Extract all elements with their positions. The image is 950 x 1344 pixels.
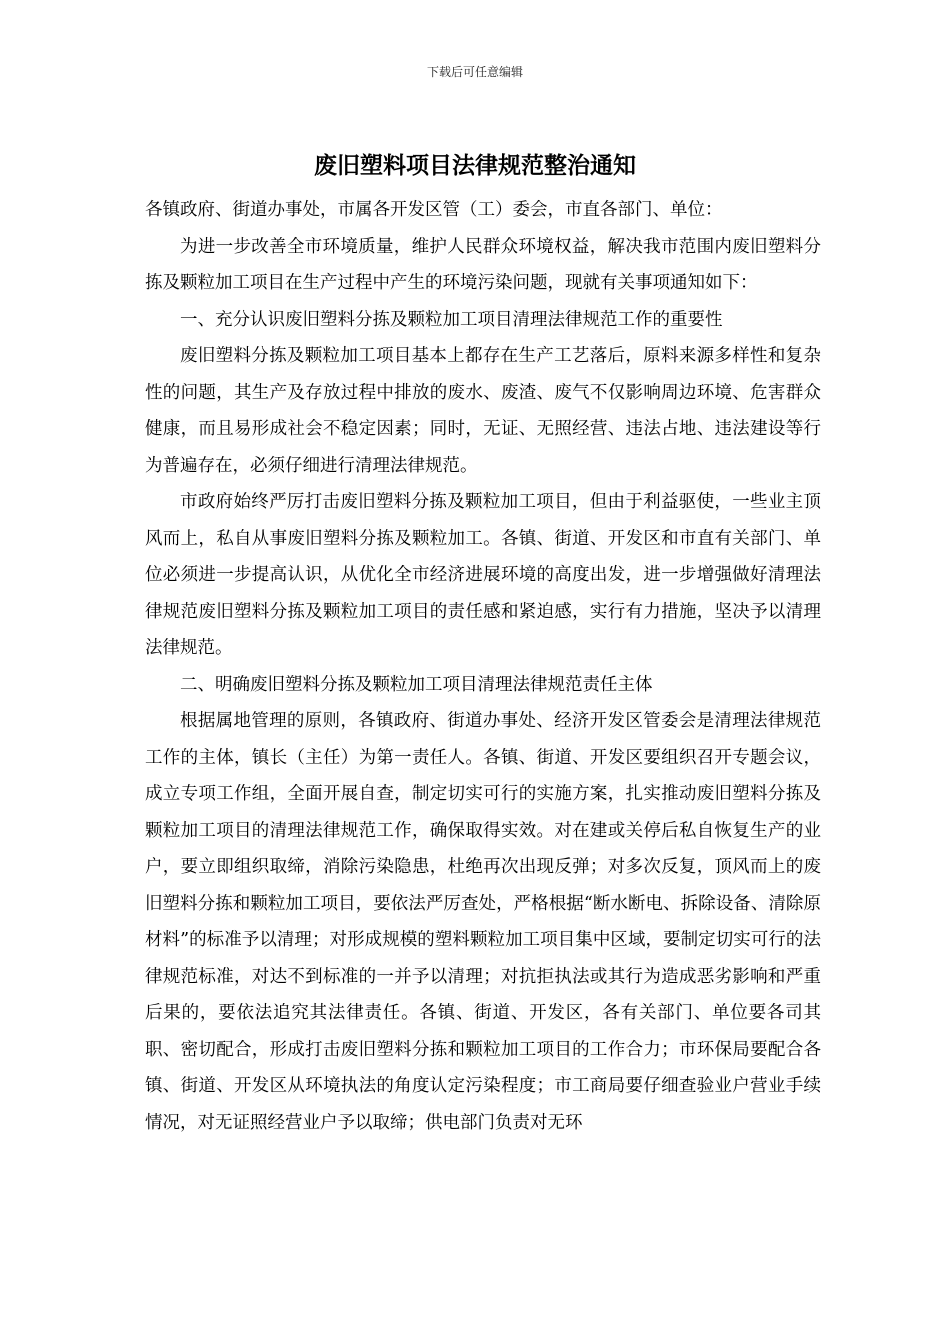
document-body xyxy=(145,192,821,1141)
salutation: 各镇政府、街道办事处，市属各开发区管（工）委会，市直各部门、单位： xyxy=(145,200,723,220)
paragraph-section-2: 根据属地管理的原则，各镇政府、街道办事处、经济开发区管委会是清理法律规范工作的主体，镇长（主任）为第一责任人。各镇、街道、开发区要组织召开专题会议，成立专项工作组，全面开展自查，制定切实可行的实施方案，扎实推动废旧塑料分拣及颗粒加工项目的清理法律规范工作，确保取得实效。对在建或关停后私自恢复生产的业户，要立即组织取缔，消除污染隐患，杜绝再次出现反弹；对多次反复，顶风而上的废旧塑料分拣和颗粒加工项目，要依法严厉查处，严格根据“断水断电、拆除设备、清除原材料”的标准予以清理；对形成规模的塑料颗粒加工项目集中区域，要制定切实可行的法律规范标准，对达不到标准的一并予以清理；对抗拒执法或其行为造成恶劣影响和严重后果的，要依法追究其法律责任。各镇、街道、开发区，各有关部门、单位要各司其职、密切配合，形成打击废旧塑料分拣和颗粒加工项目的工作合力；市环保局要配合各镇、街道、开发区从环境执法的角度认定污染程度；市工商局要仔细查验业户营业手续情况，对无证照经营业户予以取缔；供电部门负责对无环 xyxy=(145,711,821,1133)
document-title: 废旧塑料项目法律规范整治通知 xyxy=(314,152,636,179)
section-heading-2: 二、明确废旧塑料分拣及颗粒加工项目清理法律规范责任主体 xyxy=(180,674,653,695)
page-header-note: 下载后可任意编辑 xyxy=(426,65,523,79)
paragraph-section-1-b: 市政府始终严厉打击废旧塑料分拣及颗粒加工项目，但由于利益驱使，一些业主顶风而上，私自从事废旧塑料分拣及颗粒加工。各镇、街道、开发区和市直有关部门、单位必须进一步提高认识，从优化全市经济进展环境的高度出发，进一步增强做好清理法律规范废旧塑料分拣及颗粒加工项目的责任感和紧迫感，实行有力措施，坚决予以清理法律规范。 xyxy=(145,492,821,658)
paragraph-intro: 为进一步改善全市环境质量，维护人民群众环境权益，解决我市范围内废旧塑料分拣及颗粒加工项目在生产过程中产生的环境污染问题，现就有关事项通知如下： xyxy=(145,236,821,293)
paragraph-section-1-a: 废旧塑料分拣及颗粒加工项目基本上都存在生产工艺落后，原料来源多样性和复杂性的问题，其生产及存放过程中排放的废水、废渣、废气不仅影响周边环境、危害群众健康，而且易形成社会不稳定因素；同时，无证、无照经营、违法占地、违法建设等行为普遍存在，必须仔细进行清理法律规范。 xyxy=(145,346,821,476)
section-heading-1: 一、充分认识废旧塑料分拣及颗粒加工项目清理法律规范工作的重要性 xyxy=(180,309,723,330)
